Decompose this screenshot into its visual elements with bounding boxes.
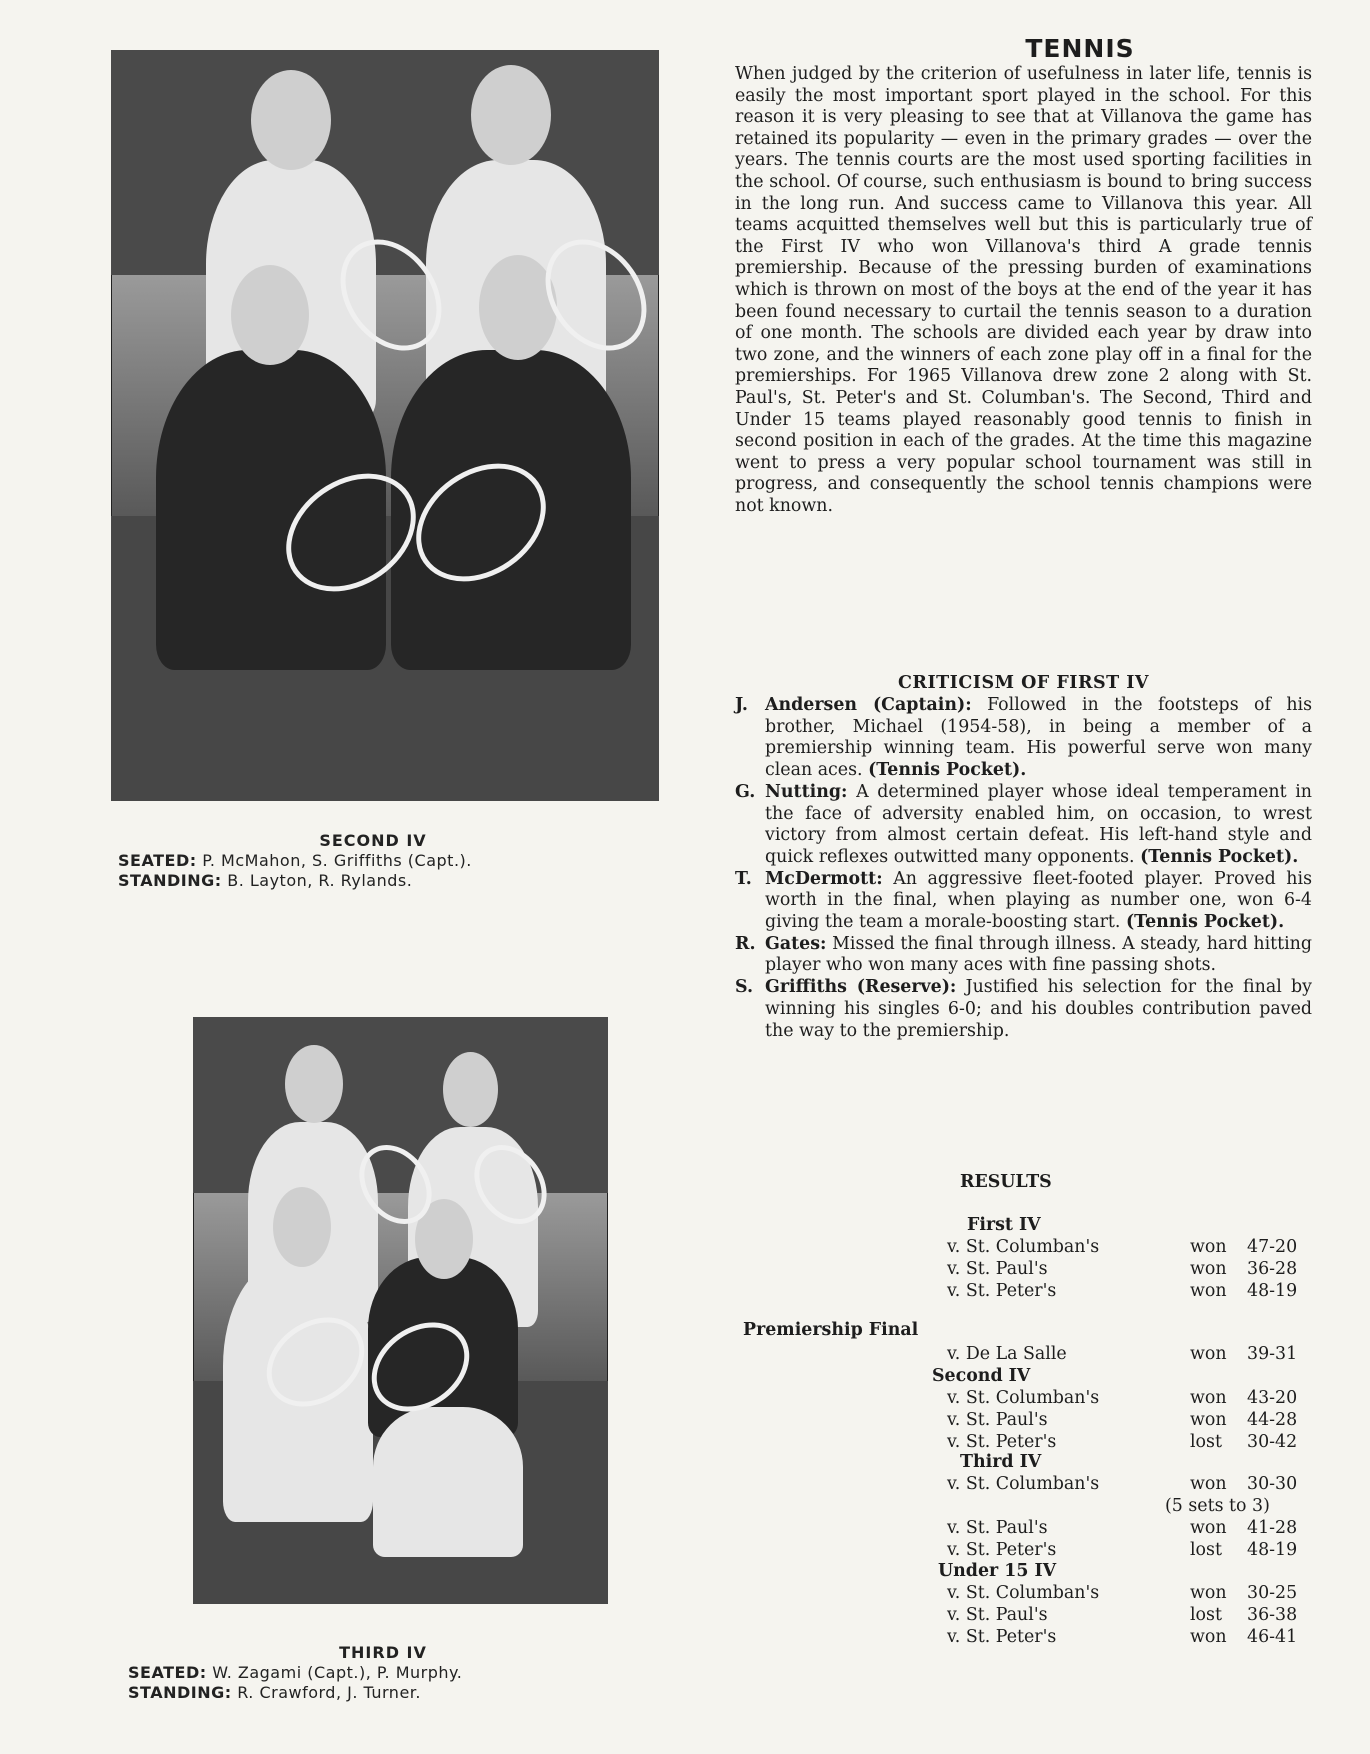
player-criticism: Missed the final through illness. A steady, hard hitting player who won many aces with fine passing shots. — [765, 933, 1313, 976]
second-iv-caption — [118, 831, 628, 891]
player-award: (Tennis Pocket). — [868, 760, 1027, 781]
result-outcome: won — [1190, 1281, 1227, 1301]
result-row — [735, 1344, 1315, 1366]
player-award: (Tennis Pocket). — [1125, 912, 1285, 933]
result-row — [735, 1410, 1315, 1432]
player-name: Andersen (Captain): — [765, 695, 972, 715]
criticism-entry — [735, 869, 1312, 934]
player-name: Nutting: — [765, 781, 848, 802]
third-iv-title: THIRD IV — [339, 1643, 427, 1662]
result-opponent: v. St. Peter's — [947, 1540, 1057, 1560]
result-opponent: v. St. Peter's — [947, 1432, 1057, 1452]
result-row — [735, 1388, 1315, 1410]
criticism-entry — [735, 782, 1312, 869]
criticism-entry — [735, 695, 1312, 782]
result-row — [735, 1518, 1315, 1540]
result-outcome: won — [1190, 1259, 1227, 1279]
result-opponent: v. St. Paul's — [947, 1410, 1048, 1430]
criticism-entry — [735, 977, 1312, 1042]
player-head — [285, 1045, 343, 1123]
result-score: 30-42 — [1247, 1432, 1298, 1452]
second-iv-standing: STANDING: B. Layton, R. Rylands. — [118, 871, 413, 890]
result-score: 43-20 — [1247, 1388, 1298, 1408]
result-row — [735, 1540, 1315, 1562]
result-outcome: won — [1190, 1583, 1227, 1603]
result-row — [735, 1474, 1315, 1496]
player-initial: R. — [735, 933, 756, 954]
result-opponent: v. St. Columban's — [947, 1237, 1100, 1257]
result-opponent: v. St. Columban's — [947, 1583, 1100, 1603]
intro-paragraph: When judged by the criterion of usefulness in later life, tennis is easily the most important sport played in the school. For this reason it is very pleasing to see that at Villanova the game has retained its popularity — even in the primary grades — over the years. The tennis courts are the most used sporting facilities in the school. Of course, such enthusiasm is bound to bring success in the long run. And success came to Villanova this year. All teams acquitted themselves well but this is particularly true of the First IV who won Villanova's third A grade tennis premiership. Because of the pressing burden of examinations which is thrown on most of the boys at the end of the year it has been found necessary to curtail the tennis season to a duration of one month. The schools are divided each year by draw into two zone, and the winners of each zone play off in a final for the premierships. For 1965 Villanova drew zone 2 along with St. Paul's, St. Peter's and St. Columban's. The Second, Third and Under 15 teams played reasonably good tennis to finish in second position in each of the grades. At the time this magazine went to press a very popular school tournament was still in progress, and consequently the school tennis champions were not known. — [735, 64, 1312, 516]
result-outcome: lost — [1190, 1432, 1222, 1452]
player-head — [251, 70, 331, 170]
first-iv-heading: First IV — [967, 1215, 1041, 1235]
player-initial: J. — [735, 695, 748, 715]
player-criticism: A determined player whose ideal temperament in the face of adversity enabled him, on occasion, to wrest victory from almost certain defeat. His left-hand style and quick reflexes outwitted many opponents. — [765, 781, 1313, 867]
result-outcome: won — [1190, 1344, 1227, 1364]
player-name: Gates: — [765, 933, 827, 954]
result-opponent: v. De La Salle — [947, 1344, 1067, 1364]
player-criticism: Followed in the footsteps of his brother, Michael (1954-58), in being a member of a premiership winning team. His powerful serve won many clean aces. — [765, 695, 1313, 781]
page-title: TENNIS — [1025, 34, 1135, 63]
result-opponent: v. St. Paul's — [947, 1259, 1048, 1279]
player-name: McDermott: — [765, 868, 883, 889]
result-score: 30-25 — [1247, 1583, 1298, 1603]
player-criticism: Justified his selection for the final by winning his singles 6-0; and his doubles contribution paved the way to the premiership. — [765, 977, 1312, 1041]
result-score: 30-30 — [1247, 1474, 1298, 1494]
third-iv-seated: SEATED: W. Zagami (Capt.), P. Murphy. — [128, 1663, 463, 1682]
result-outcome: won — [1190, 1474, 1227, 1494]
player-head — [471, 65, 551, 165]
player-award: (Tennis Pocket). — [1140, 846, 1299, 867]
player-initial: T. — [735, 868, 752, 889]
seated-player-right-trousers — [373, 1407, 523, 1557]
player-initial: S. — [735, 977, 753, 998]
premiership-final-heading: Premiership Final — [743, 1320, 919, 1340]
result-outcome: won — [1190, 1237, 1227, 1257]
result-row — [735, 1627, 1315, 1649]
player-name: Griffiths (Reserve): — [765, 977, 957, 998]
second-iv-photo — [111, 50, 659, 801]
result-score: 44-28 — [1247, 1410, 1298, 1430]
under15-results-heading: Under 15 IV — [938, 1561, 1057, 1581]
result-outcome: won — [1190, 1388, 1227, 1408]
third-iv-photo — [193, 1017, 608, 1604]
result-row — [735, 1432, 1315, 1454]
result-row — [735, 1259, 1315, 1281]
result-opponent: v. St. Paul's — [947, 1605, 1048, 1625]
result-outcome: won — [1190, 1518, 1227, 1538]
third-iv-results-heading: Third IV — [960, 1452, 1042, 1472]
player-head — [231, 265, 309, 365]
result-opponent: v. St. Columban's — [947, 1388, 1100, 1408]
result-opponent: v. St. Columban's — [947, 1474, 1100, 1494]
result-score: 41-28 — [1247, 1518, 1298, 1538]
results-heading: RESULTS — [960, 1172, 1052, 1192]
criticism-heading: CRITICISM OF FIRST IV — [897, 673, 1149, 693]
result-outcome: lost — [1190, 1540, 1222, 1560]
result-row — [735, 1237, 1315, 1259]
result-score: 39-31 — [1247, 1344, 1298, 1364]
result-score: 48-19 — [1247, 1540, 1298, 1560]
result-outcome: won — [1190, 1627, 1227, 1647]
sets-note-row — [735, 1496, 1315, 1518]
result-score: 36-28 — [1247, 1259, 1298, 1279]
result-opponent: v. St. Peter's — [947, 1281, 1057, 1301]
result-score: 48-19 — [1247, 1281, 1298, 1301]
player-head — [273, 1187, 331, 1267]
player-initial: G. — [735, 781, 756, 802]
result-row — [735, 1583, 1315, 1605]
result-score: 46-41 — [1247, 1627, 1298, 1647]
third-iv-caption — [128, 1643, 638, 1703]
result-opponent: v. St. Peter's — [947, 1627, 1057, 1647]
second-iv-seated: SEATED: P. McMahon, S. Griffiths (Capt.). — [118, 851, 472, 870]
result-outcome: won — [1190, 1410, 1227, 1430]
second-iv-results-heading: Second IV — [932, 1366, 1031, 1386]
second-iv-title: SECOND IV — [319, 831, 427, 850]
result-opponent: v. St. Paul's — [947, 1518, 1048, 1538]
criticism-list — [735, 695, 1312, 1042]
criticism-entry — [735, 934, 1312, 977]
third-iv-standing: STANDING: R. Crawford, J. Turner. — [128, 1683, 421, 1702]
player-criticism: An aggressive fleet-footed player. Proved his worth in the final, when playing as number one, won 6-4 giving the team a morale-boosting start. — [765, 868, 1312, 933]
result-score: 47-20 — [1247, 1237, 1298, 1257]
player-head — [443, 1052, 498, 1127]
sets-note: (5 sets to 3) — [1165, 1496, 1270, 1516]
result-row — [735, 1281, 1315, 1303]
result-score: 36-38 — [1247, 1605, 1298, 1625]
result-row — [735, 1605, 1315, 1627]
result-outcome: lost — [1190, 1605, 1222, 1625]
